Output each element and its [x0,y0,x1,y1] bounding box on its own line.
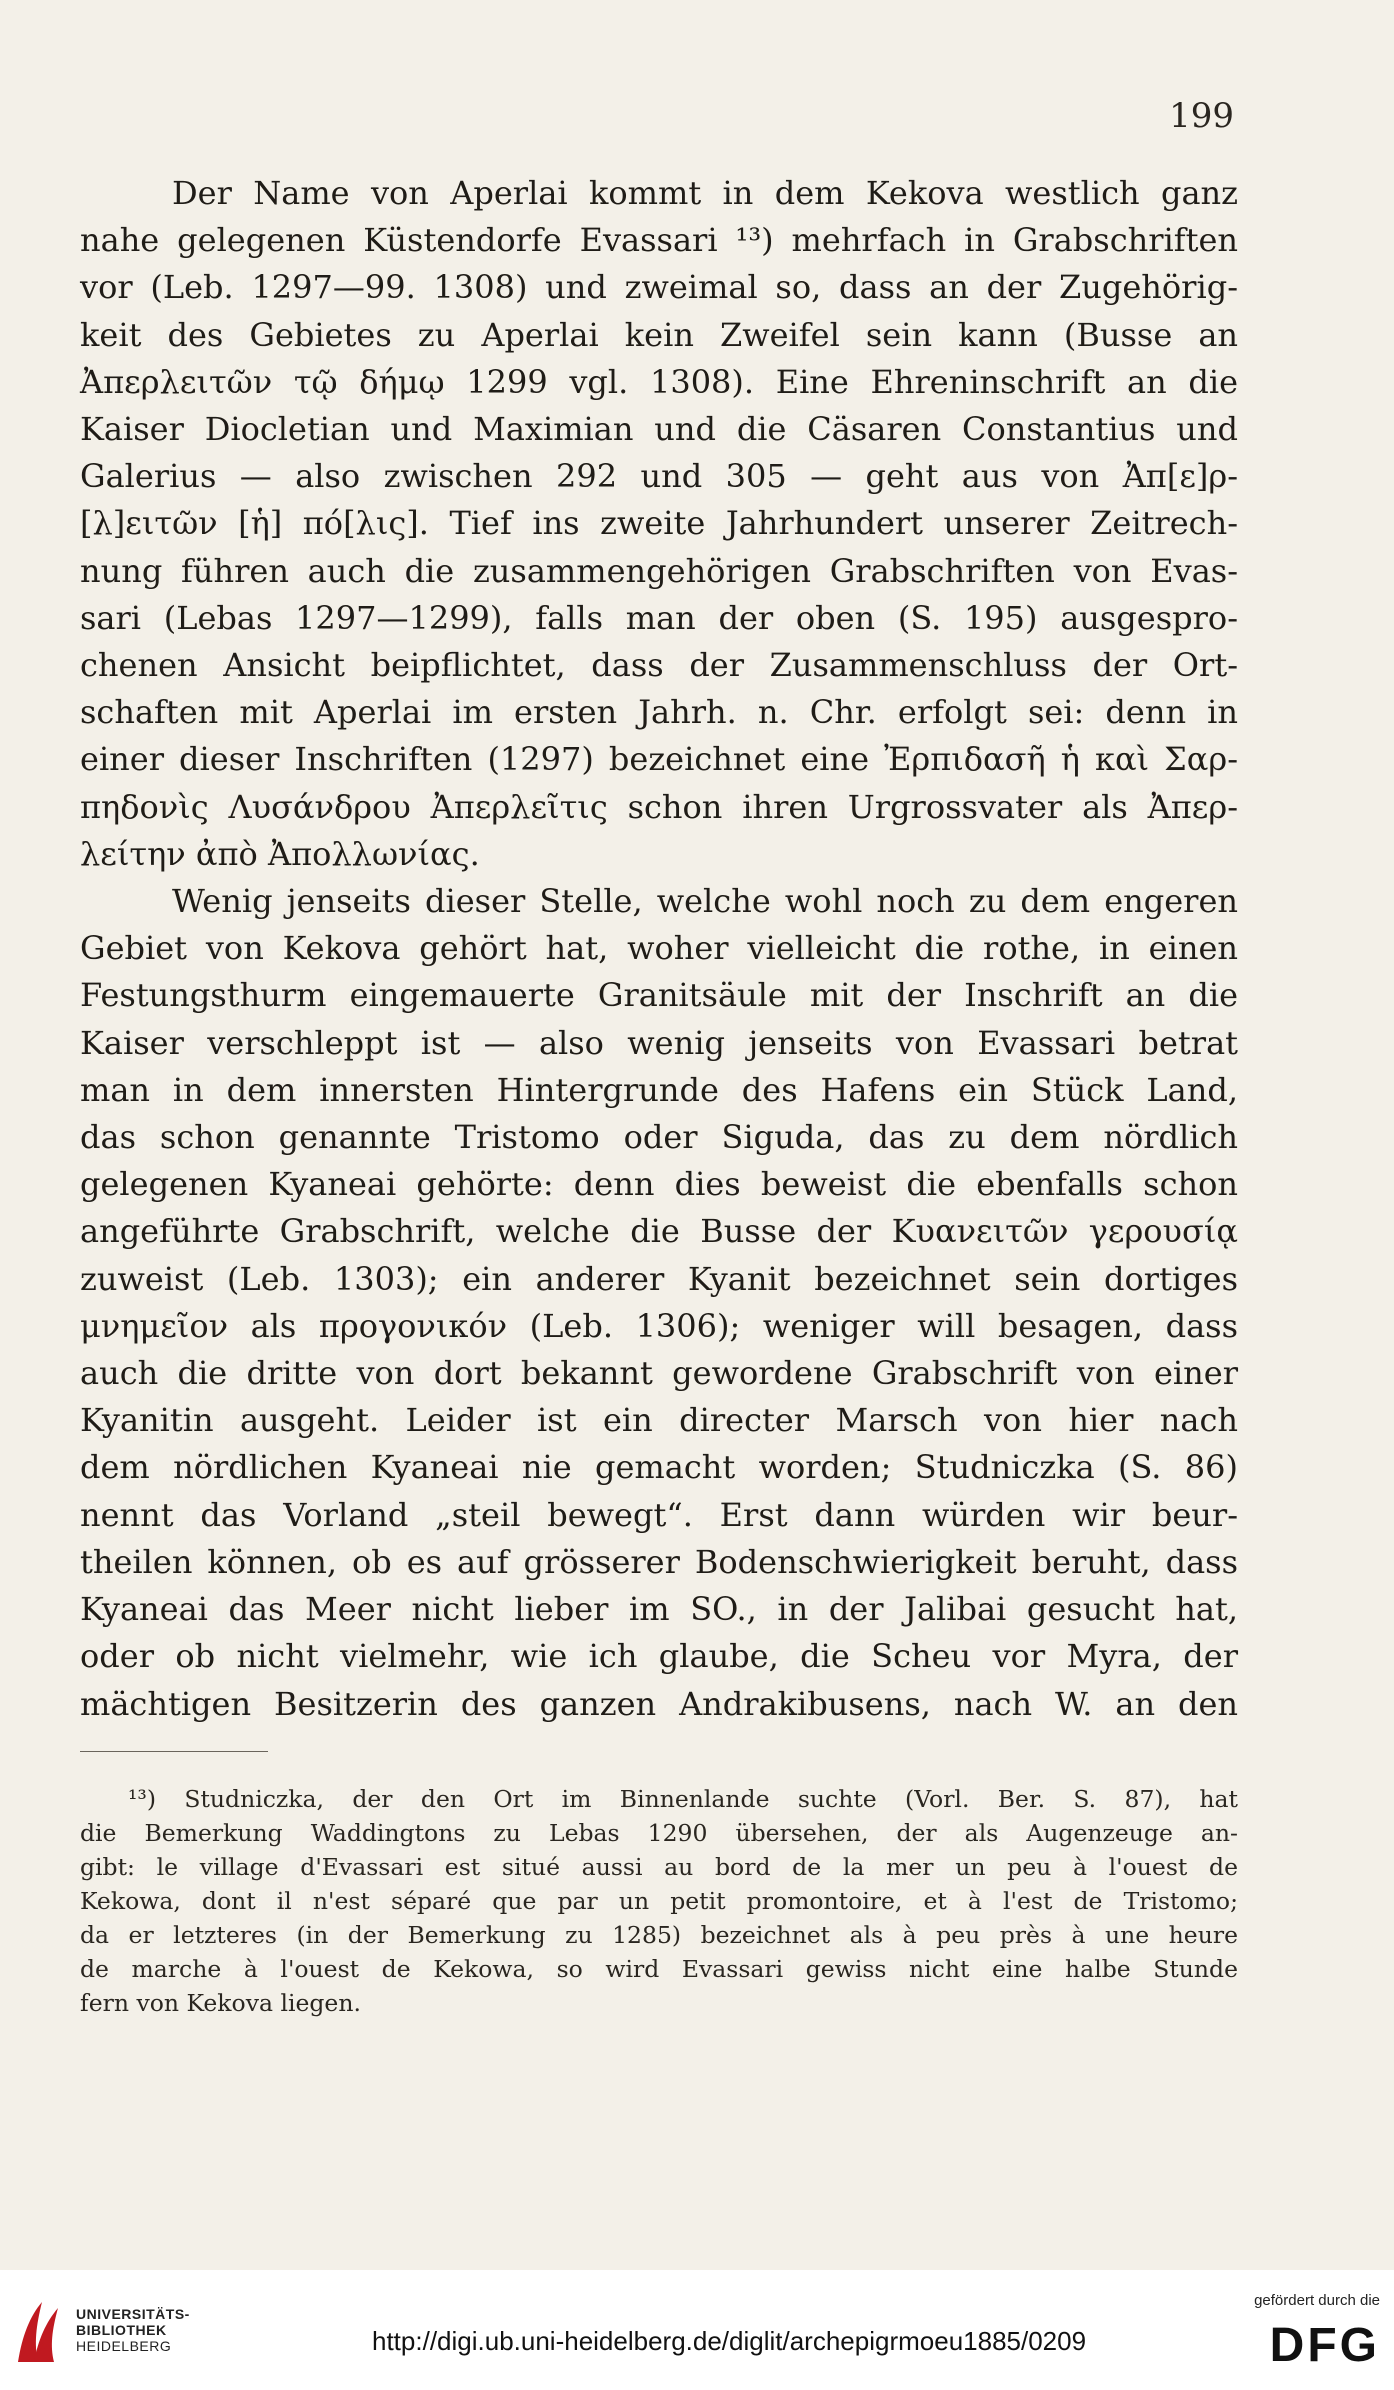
dfg-logo: DFG [1269,2319,1380,2372]
body-line: πηδονὶς Λυσάνδρου Ἀπερλεῖτις schon ihren Urgrossvater als Ἀπερ- [80,787,1238,826]
library-line-3: HEIDELBERG [76,2338,172,2354]
body-text [80,170,1238,1728]
footnote-line: gibt: le village d'Evassari est situé aussi au bord de la mer un peu à l'ouest de [80,1853,1238,1881]
footnote-line: da er letzteres (in der Bemerkung zu 1285) bezeichnet als à peu près à une heure [80,1921,1238,1949]
body-line: Ἀπερλειτῶν τῷ δήμῳ 1299 vgl. 1308). Eine Ehreninschrift an die [80,362,1238,401]
body-line: [λ]ειτῶν [ἡ] πό[λις]. Tief ins zweite Jahrhundert unserer Zeitrech- [80,504,1238,543]
body-line: auch die dritte von dort bekannt gewordene Grabschrift von einer [80,1354,1238,1393]
body-line: Kaiser verschleppt ist — also wenig jenseits von Evassari betrat [80,1023,1238,1062]
body-line: vor (Leb. 1297—99. 1308) und zweimal so, dass an der Zugehörig- [80,268,1238,307]
source-url-link[interactable]: http://digi.ub.uni-heidelberg.de/diglit/archepigrmoeu1885/0209 [372,2326,1087,2356]
body-line: sari (Lebas 1297—1299), falls man der oben (S. 195) ausgespro- [80,598,1238,637]
body-line: keit des Gebietes zu Aperlai kein Zweifel sein kann (Busse an [80,315,1238,354]
university-library-logo-icon [12,2296,68,2368]
body-line: Galerius — also zwischen 292 und 305 — geht aus von Ἀπ[ε]ρ- [80,457,1238,496]
footnote-line: fern von Kekova liegen. [80,1989,361,2017]
body-line: einer dieser Inschriften (1297) bezeichnet eine Ἐρπιδασῆ ἡ καὶ Σαρ- [80,740,1238,779]
footnote-line: Kekowa, dont il n'est séparé que par un petit promontoire, et à l'est de Tristomo; [80,1887,1238,1915]
body-line: Kyaneai das Meer nicht lieber im SO., in der Jalibai gesucht hat, [80,1590,1238,1629]
body-line: dem nördlichen Kyaneai nie gemacht worden; Studniczka (S. 86) [80,1448,1238,1487]
body-line: mächtigen Besitzerin des ganzen Andrakibusens, nach W. an den [80,1684,1238,1723]
footnote-separator [80,1751,268,1752]
body-line: λείτην ἀπὸ Ἀπολλωνίας. [80,834,480,873]
page-number: 199 [1169,96,1234,136]
footnote-line: de marche à l'ouest de Kekowa, so wird Evassari gewiss nicht eine halbe Stunde [80,1955,1238,1983]
footnote-line: ¹³) Studniczka, der den Ort im Binnenlande suchte (Vorl. Ber. S. 87), hat [128,1785,1238,1813]
library-line-2: BIBLIOTHEK [76,2322,167,2338]
body-line: theilen können, ob es auf grösserer Bodenschwierigkeit beruht, dass [80,1542,1238,1581]
footnotes [80,1782,1238,2020]
body-line: Kaiser Diocletian und Maximian und die Cäsaren Constantius und [80,410,1238,449]
body-line: oder ob nicht vielmehr, wie ich glaube, die Scheu vor Myra, der [80,1637,1238,1676]
body-line: man in dem innersten Hintergrunde des Hafens ein Stück Land, [80,1070,1238,1109]
body-line: zuweist (Leb. 1303); ein anderer Kyanit bezeichnet sein dortiges [80,1259,1238,1298]
body-line: nennt das Vorland „steil bewegt“. Erst dann würden wir beur- [80,1495,1238,1534]
body-line: nung führen auch die zusammengehörigen Grabschriften von Evas- [80,551,1238,590]
body-line: angeführte Grabschrift, welche die Busse der Κυανειτῶν γερουσίᾳ [80,1212,1238,1251]
body-line: das schon genannte Tristomo oder Siguda, das zu dem nördlich [80,1118,1238,1157]
body-line: Wenig jenseits dieser Stelle, welche wohl noch zu dem engeren [172,882,1238,921]
body-line: Gebiet von Kekova gehört hat, woher vielleicht die rothe, in einen [80,929,1238,968]
body-line: chenen Ansicht beipflichtet, dass der Zusammenschluss der Ort- [80,646,1238,685]
body-line: Festungsthurm eingemauerte Granitsäule mit der Inschrift an die [80,976,1238,1015]
footnote-line: die Bemerkung Waddingtons zu Lebas 1290 übersehen, der als Augenzeuge an- [80,1819,1238,1847]
library-line-1: UNIVERSITÄTS- [76,2306,190,2322]
body-line: nahe gelegenen Küstendorfe Evassari ¹³) mehrfach in Grabschriften [80,221,1238,260]
sponsor-caption: gefördert durch die [1254,2292,1380,2309]
body-line: μνημεῖον als προγονικόν (Leb. 1306); weniger will besagen, dass [80,1306,1238,1345]
library-name [76,2306,190,2354]
body-line: schaften mit Aperlai im ersten Jahrh. n. Chr. erfolgt sei: denn in [80,693,1238,732]
body-line: Kyanitin ausgeht. Leider ist ein directer Marsch von hier nach [80,1401,1238,1440]
body-line: gelegenen Kyaneai gehörte: denn dies beweist die ebenfalls schon [80,1165,1238,1204]
body-line: Der Name von Aperlai kommt in dem Kekova westlich ganz [172,174,1238,212]
